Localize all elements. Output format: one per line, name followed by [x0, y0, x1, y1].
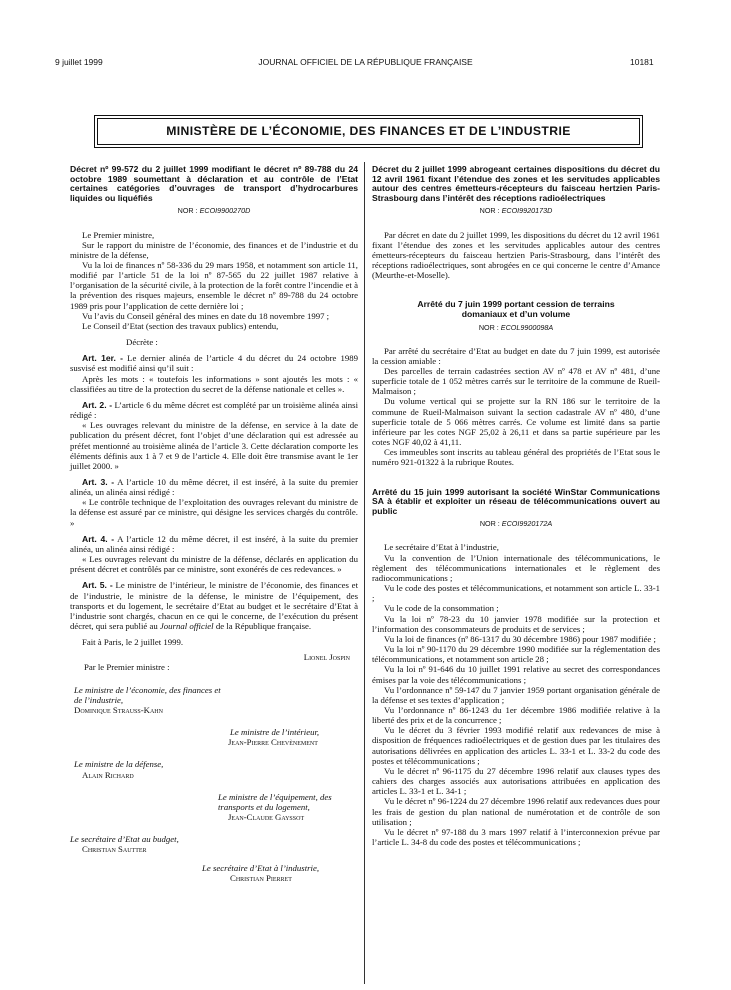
header-date: 9 juillet 1999 [55, 57, 103, 67]
signature-date: Fait à Paris, le 2 juillet 1999. [82, 637, 184, 648]
signature-role: Le ministre de l’économie, des finances et de l’industrie, [74, 684, 221, 705]
signature-pm-label: Par le Premier ministre : [84, 662, 170, 673]
paragraph: Vu la loi nº 90-1170 du 29 décembre 1990 modifiée sur la réglementation des télécommunications, et notamment son article 28 ; [372, 644, 660, 665]
signature-role: Le secrétaire d’Etat au budget, [70, 834, 179, 845]
paragraph: Le secrétaire d’Etat à l’industrie, [384, 542, 499, 553]
paragraph: Vu la loi nº 91-646 du 10 juillet 1991 relative au secret des correspondances émises par la voie des télécommunications ; [372, 664, 660, 685]
signature-role: Le ministre de la défense, [74, 759, 164, 770]
paragraph: Vu la convention de l’Union internationale des télécommunications, le règlement des télécommunications internationales et le règlement des radiocommunications ; [372, 552, 660, 583]
signature-name: Christian Sautter [82, 844, 147, 855]
signature-name: Dominique Strauss-Kahn [74, 704, 163, 715]
page-header [0, 57, 731, 71]
paragraph: Vu l’avis du Conseil général des mines en date du 18 novembre 1997 ; [82, 310, 330, 321]
decree-title: Décret nº 99-572 du 2 juillet 1999 modifiant le décret nº 89-788 du 24 octobre 1989 soumettant à déclaration et au contrôle de l’Etat certaines catégories d’ouvrages de transport d’hydrocarbures liquides ou liquéfiés [70, 164, 358, 203]
signature-role: Le ministre de l’intérieur, [230, 727, 320, 738]
paragraph: Sur le rapport du ministre de l’économie, des finances et de l’industrie et du ministre de la défense, [70, 239, 358, 260]
nor-reference: NOR : ECOI9920173D [479, 206, 553, 216]
header-journal-title: JOURNAL OFFICIEL DE LA RÉPUBLIQUE FRANÇAISE [258, 57, 473, 67]
paragraph: Vu le décret nº 96-1224 du 27 décembre 1996 relatif aux redevances dues pour les frais de gestion du plan national de numérotation et de contrôle de son utilisation ; [372, 796, 661, 827]
article-5: Art. 5. - Le ministre de l’intérieur, le ministre de l’économie, des finances et de l’industrie, le ministre de la défense, le ministre de l’équipement, des transports et du logement, le secrétaire d’Etat au budget et le secrétaire d’Etat à l’industrie sont chargés, chacun en ce qui le concerne, de l’exécution du présent décret, qui sera publié au Journal officiel de la République française. [70, 580, 358, 631]
paragraph: Par décret en date du 2 juillet 1999, les dispositions du décret du 12 avril 1961 fixant l’étendue des zones et les servitudes applicables autour des centres émetteurs-récepteurs du faisceau hertzien Paris-Strasbourg, dans l’intérêt des réceptions radioélectriques, sont abrogées en ce qui concerne le centre d’Amance (Meurthe-et-Moselle). [372, 229, 660, 281]
paragraph: Vu l’ordonnance nº 86-1243 du 1er décembre 1986 modifiée relative à la liberté des prix et de la concurrence ; [372, 704, 660, 726]
signature-pm-name: Lionel Jospin [303, 652, 350, 663]
nor-reference: NOR : ECOI9920172A [479, 519, 553, 529]
paragraph: Vu le décret nº 97-188 du 3 mars 1997 relatif à l’interconnexion prévue par l’article L. 34-8 du code des postes et télécommunications ; [372, 826, 660, 847]
signatures [70, 652, 358, 883]
paragraph: Vu le code des postes et télécommunications, et notamment son article L. 33-1 ; [372, 583, 660, 604]
paragraph: Des parcelles de terrain cadastrées section AV nº 478 et AV nº 481, d’une superficie totale de 1 052 mètres carrés sur le territoire de la commune de Rueil-Malmaison ; [372, 365, 660, 397]
right-column [372, 165, 660, 847]
paragraph: Vu le code de la consommation ; [384, 603, 499, 614]
paragraph: Vu la loi de finances (nº 86-1317 du 30 décembre 1986) pour 1987 modifiée ; [384, 633, 656, 644]
paragraph: « Les ouvrages relevant du ministre de la défense, déclarés en application du présent décret et contrôlés par ce ministre, sont exonérés de ces redevances. » [70, 554, 358, 575]
ministry-banner: MINISTÈRE DE L’ÉCONOMIE, DES FINANCES ET DE L’INDUSTRIE [97, 118, 640, 145]
article-4: Art. 4. - A l’article 12 du même décret, il est inséré, à la suite du premier alinéa, un alinéa ainsi rédigé : [70, 533, 358, 554]
paragraph: Le Conseil d’Etat (section des travaux publics) entendu, [82, 320, 279, 331]
article-3: Art. 3. - A l’article 10 du même décret, il est inséré, à la suite du premier alinéa, un alinéa ainsi rédigé : [70, 476, 358, 498]
paragraph: Vu le décret du 3 février 1993 modifié relatif aux redevances de mise à disposition de fréquences radioélectriques et de gestion dues par les titulaires des autorisations délivrées en application des articles L. 33-1 et L. 33-2 du code des postes et télécommunications ; [372, 725, 660, 766]
column-divider [364, 162, 365, 984]
paragraph: Vu la loi nº 78-23 du 10 janvier 1978 modifiée sur la protection et l’information des consommateurs de produits et de services ; [372, 613, 660, 634]
paragraph: Le Premier ministre, [82, 229, 155, 240]
nor-reference: NOR : ECOL9900098A [478, 322, 554, 332]
signature-role: Le ministre de l’équipement, des transports et du logement, [218, 791, 332, 812]
arrete-title: Arrêté du 7 juin 1999 portant cession de terrains domaniaux et d’un volume [417, 299, 615, 319]
signature-role: Le secrétaire d’Etat à l’industrie, [202, 862, 320, 873]
paragraph: Vu le décret nº 96-1175 du 27 décembre 1996 relatif aux clauses types des cahiers des charges associés aux autorisations attribuées en application des articles L. 33-1 et L. 34-1 ; [372, 765, 660, 797]
paragraph: « Le contrôle technique de l’exploitation des ouvrages relevant du ministre de la défense est assuré par ce ministre, qui désigne les services chargés du contrôle. » [70, 497, 358, 528]
article-2: Art. 2. - L’article 6 du même décret est complété par un troisième alinéa ainsi rédigé : [70, 399, 359, 421]
decree-title: Décret du 2 juillet 1999 abrogeant certaines dispositions du décret du 12 avril 1961 fixant l’étendue des zones et les servitudes applicables autour des centres émetteurs-récepteurs du faisceau hertzien Paris-Strasbourg dans l’intérêt des réceptions radioélectriques [372, 164, 660, 203]
nor-reference: NOR : ECOI9900270D [177, 206, 251, 216]
signature-name: Christian Pierret [230, 872, 292, 883]
paragraph: Ces immeubles sont inscrits au tableau général des propriétés de l’Etat sous le numéro 921-01322 à la rubrique Routes. [372, 447, 660, 468]
paragraph: Vu l’ordonnance nº 59-147 du 7 janvier 1959 portant organisation générale de la défense et ses textes d’application ; [372, 684, 660, 705]
header-page-number: 10181 [630, 57, 654, 67]
signature-name: Jean-Claude Gayssot [228, 812, 305, 823]
paragraph: Vu la loi de finances nº 58-336 du 29 mars 1958, et notamment son article 11, modifié par l’article 51 de la loi nº 87-565 du 22 juillet 1987 relative à l’organisation de la sécurité civile, à la protection de la forêt contre l’incendie et à la prévention des risques majeurs, ensemble le décret nº 89-788 du 24 octobre 1989 pris pour l’application de cette dernière loi ; [70, 260, 358, 311]
signature-name: Alain Richard [82, 769, 134, 780]
signature-name: Jean-Pierre Chevènement [228, 737, 318, 748]
paragraph: Après les mots : « toutefois les informations » sont ajoutés les mots : « classifiées au titre de la protection du secret de la défense nationale et celles ». [70, 373, 358, 394]
article-1: Art. 1er. - Le dernier alinéa de l’article 4 du décret du 24 octobre 1989 susvisé est modifié ainsi qu’il suit : [70, 353, 358, 374]
paragraph: Par arrêté du secrétaire d’Etat au budget en date du 7 juin 1999, est autorisée la cession amiable : [372, 345, 660, 366]
paragraph: « Les ouvrages relevant du ministre de la défense, en service à la date de publication du présent décret, font l’objet d’une déclaration qui est adressée au préfet mentionné au troisième alinéa de l’article 3. Cette déclaration comporte les éléments définis aux 1 à 7 et 9 de l’article 4. Elle doit être transmise avant le 1er juillet 2000. » [70, 420, 358, 471]
arrete-title: Arrêté du 15 juin 1999 autorisant la société WinStar Communications SA à établir et exploiter un réseau de télécommunications ouvert au public [372, 486, 660, 516]
decrete-line: Décrète : [126, 337, 158, 348]
left-column [70, 165, 358, 883]
paragraph: Du volume vertical qui se projette sur la RN 186 sur le territoire de la commune de Rueil-Malmaison suivant la section cadastrale AV nº 480, d’une superficie totale de 5 066 mètres carrés. Ce volume est limité dans sa partie inférieure par les cotes NGF 25,02 à 26,11 et dans sa partie supérieure par les cotes NGF 40,02 à 41,11. [372, 396, 660, 448]
